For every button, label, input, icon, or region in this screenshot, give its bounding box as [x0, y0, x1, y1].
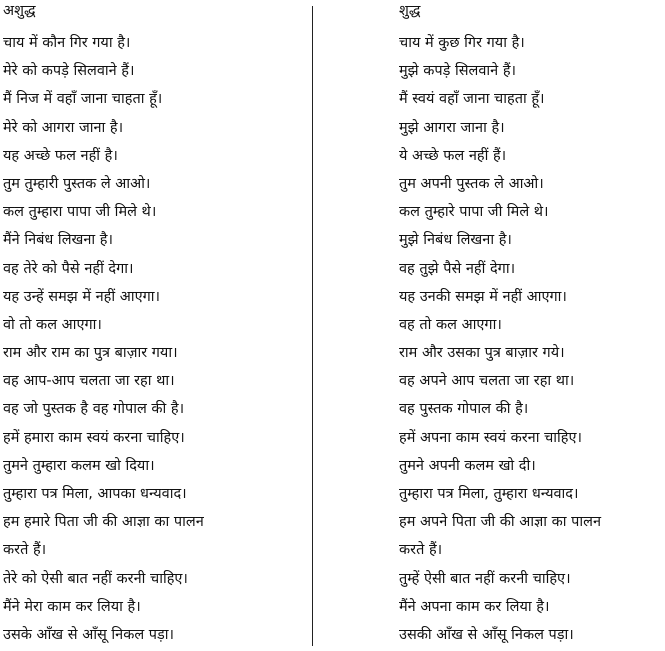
incorrect-sentence: यह उन्हें समझ में नहीं आएगा। [3, 288, 160, 305]
correct-sentence: राम और उसका पुत्र बाज़ार गये। [399, 345, 565, 362]
incorrect-sentence: मेरे को कपड़े सिलवाने हैं। [3, 63, 135, 80]
correct-sentence: मुझे निबंध लिखना है। [399, 232, 512, 249]
correct-sentence: हम अपने पिता जी की आज्ञा का पालन [399, 514, 602, 531]
incorrect-sentence: वह आप-आप चलता जा रहा था। [3, 373, 175, 390]
correct-sentence: कल तुम्हारे पापा जी मिले थे। [399, 204, 549, 221]
incorrect-sentence: उसके आँख से आँसू निकल पड़ा। [3, 626, 175, 643]
correct-sentence: मैंने अपना काम कर लिया है। [399, 598, 550, 615]
incorrect-heading: अशुद्ध [3, 3, 36, 19]
incorrect-sentence: तुमने तुम्हारा कलम खो दिया। [3, 457, 155, 474]
incorrect-sentence: यह अच्छे फल नहीं है। [3, 147, 118, 164]
incorrect-sentence: तुम्हारा पत्र मिला, आपका धन्यवाद। [3, 486, 187, 502]
correct-sentence: उसकी आँख से आँसू निकल पड़ा। [399, 626, 574, 643]
incorrect-sentence: मेरे को आगरा जाना है। [3, 119, 124, 136]
incorrect-list [3, 29, 303, 649]
correct-sentence: तुम्हारा पत्र मिला, तुम्हारा धन्यवाद। [399, 486, 579, 502]
incorrect-sentence: करते हैं। [3, 542, 47, 559]
incorrect-sentence: वह जो पुस्तक है वह गोपाल की है। [3, 401, 185, 418]
incorrect-sentence: तुम तुम्हारी पुस्तक ले आओ। [3, 175, 151, 192]
column-divider [312, 6, 313, 646]
incorrect-sentence: वह तेरे को पैसे नहीं देगा। [3, 260, 134, 277]
correct-sentence: वह अपने आप चलता जा रहा था। [399, 373, 575, 390]
correct-sentence: तुम अपनी पुस्तक ले आओ। [399, 175, 544, 192]
correct-sentence: चाय में कुछ गिर गया है। [399, 35, 525, 51]
correct-sentence: मुझे आगरा जाना है। [399, 119, 505, 136]
correct-column [399, 0, 661, 649]
incorrect-sentence: मैं निज में वहाँ जाना चाहता हूँ। [3, 91, 163, 108]
correct-sentence: ये अच्छे फल नहीं हैं। [399, 147, 507, 164]
incorrect-sentence: हम हमारे पिता जी की आज्ञा का पालन [3, 514, 204, 531]
correct-sentence: करते हैं। [399, 542, 443, 559]
incorrect-sentence: तेरे को ऐसी बात नहीं करनी चाहिए। [3, 570, 188, 587]
incorrect-sentence: राम और राम का पुत्र बाज़ार गया। [3, 345, 178, 362]
incorrect-sentence: चाय में कौन गिर गया है। [3, 35, 131, 51]
correct-sentence: यह उनकी समझ में नहीं आएगा। [399, 288, 567, 305]
correct-sentence: हमें अपना काम स्वयं करना चाहिए। [399, 429, 583, 446]
incorrect-sentence: मैंने निबंध लिखना है। [3, 232, 113, 249]
correct-sentence: तुमने अपनी कलम खो दी। [399, 457, 536, 474]
correct-sentence: वह तो कल आएगा। [399, 316, 502, 333]
correct-heading: शुद्ध [399, 3, 421, 19]
incorrect-sentence: हमें हमारा काम स्वयं करना चाहिए। [3, 429, 185, 446]
correct-sentence: तुम्हें ऐसी बात नहीं करनी चाहिए। [399, 570, 571, 587]
incorrect-sentence: मैंने मेरा काम कर लिया है। [3, 598, 141, 615]
correct-sentence: मुझे कपड़े सिलवाने हैं। [399, 63, 517, 80]
correct-sentence: मैं स्वयं वहाँ जाना चाहता हूँ। [399, 91, 545, 108]
incorrect-column [3, 0, 303, 649]
correct-sentence: वह तुझे पैसे नहीं देगा। [399, 260, 516, 277]
incorrect-sentence: वो तो कल आएगा। [3, 316, 102, 333]
correct-sentence: वह पुस्तक गोपाल की है। [399, 401, 529, 418]
correct-list [399, 29, 661, 649]
incorrect-sentence: कल तुम्हारा पापा जी मिले थे। [3, 204, 157, 221]
